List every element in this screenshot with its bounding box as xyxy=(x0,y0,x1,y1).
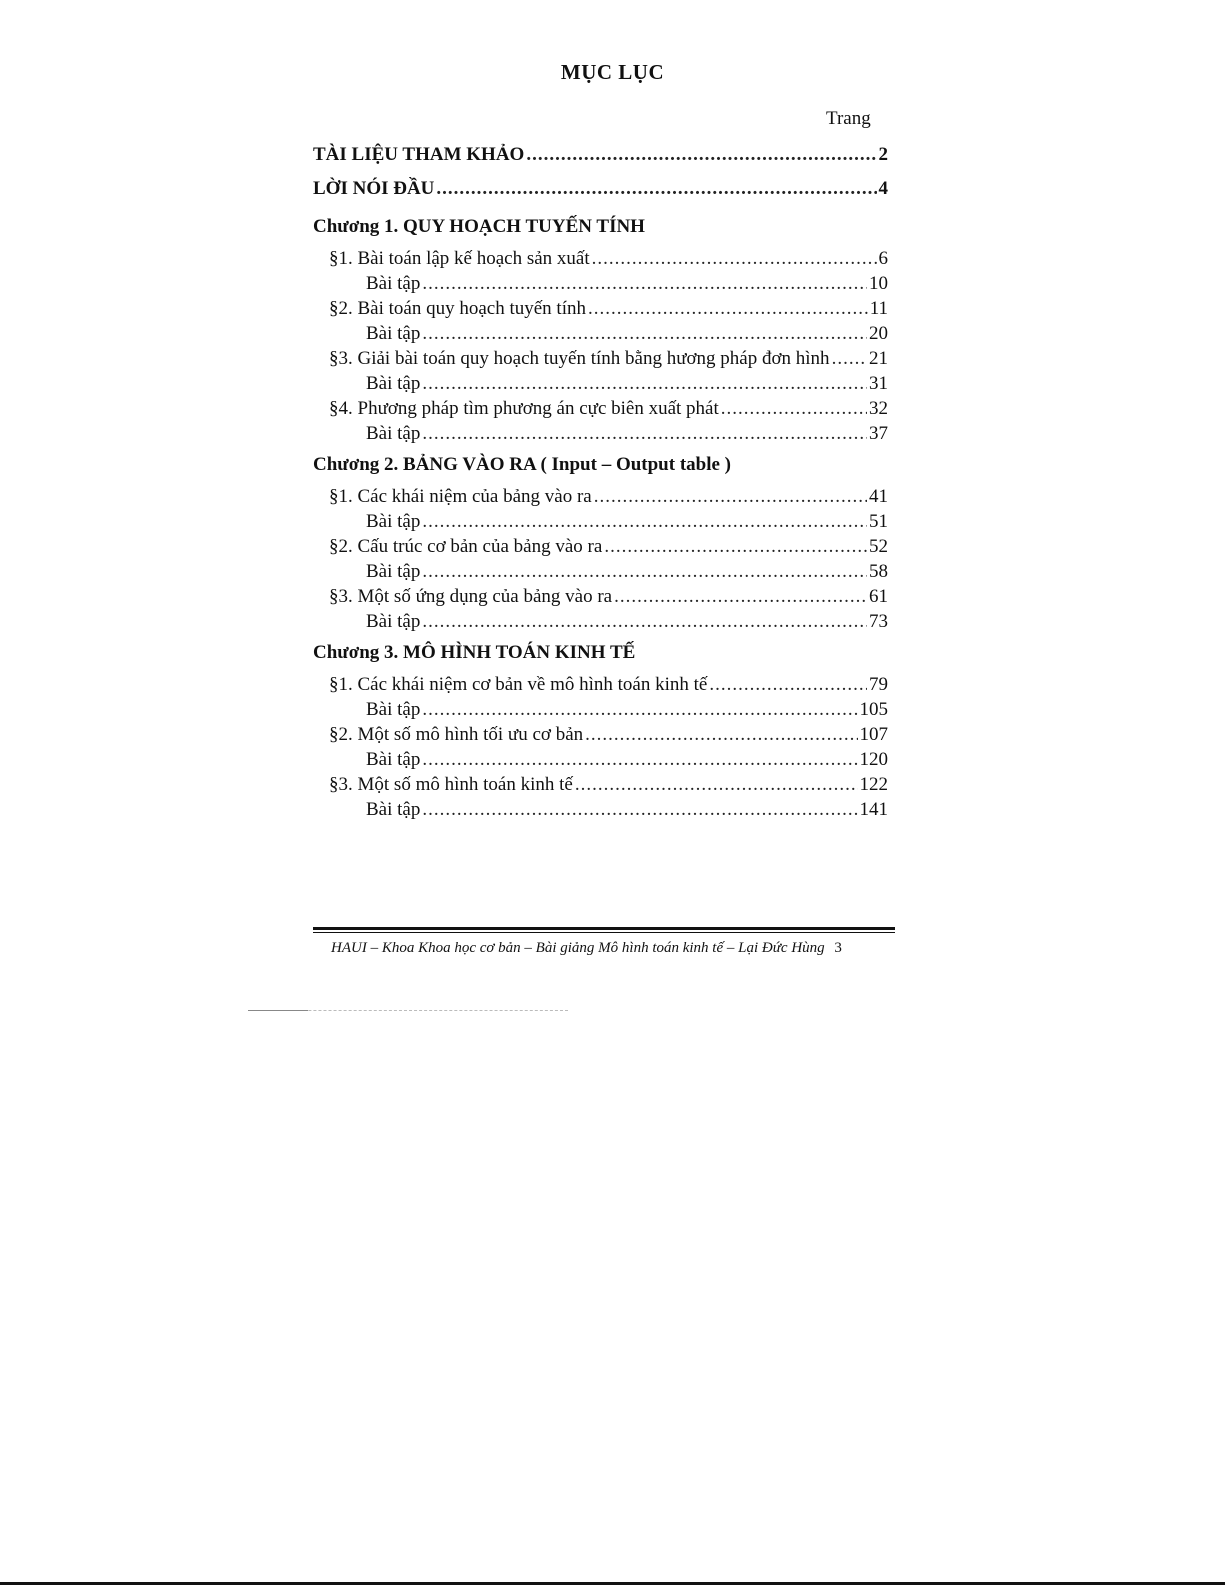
toc-entry[interactable] xyxy=(313,346,888,371)
dot-leader xyxy=(832,346,867,371)
toc-entry[interactable] xyxy=(313,772,888,797)
dot-leader xyxy=(575,772,858,797)
toc-entry-label: §1. Bài toán lập kế hoạch sản xuất xyxy=(329,248,590,269)
toc-entry-label: Bài tập xyxy=(366,561,421,582)
toc-entry-label: §2. Một số mô hình tối ưu cơ bản xyxy=(329,724,584,745)
toc-entry[interactable] xyxy=(313,296,888,321)
chapter-heading-3[interactable]: Chương 3. MÔ HÌNH TOÁN KINH TẾ xyxy=(313,642,636,663)
dot-leader xyxy=(422,509,867,534)
toc-entry-label: §1. Các khái niệm cơ bản về mô hình toán kinh tế xyxy=(329,674,708,695)
dot-leader xyxy=(422,697,857,722)
dot-leader xyxy=(592,246,877,271)
toc-entry-label: Bài tập xyxy=(366,423,421,444)
toc-entry[interactable] xyxy=(313,246,888,271)
toc-entry-label: §3. Một số mô hình toán kinh tế xyxy=(329,774,573,795)
toc-entry-page: 120 xyxy=(859,749,888,770)
toc-entry-page: 73 xyxy=(869,611,888,632)
dot-leader xyxy=(422,421,867,446)
footer-divider-thin xyxy=(313,932,895,933)
toc-entry[interactable] xyxy=(313,672,888,697)
toc-entry-page: 6 xyxy=(878,248,888,269)
dot-leader xyxy=(422,371,867,396)
page-column-label: Trang xyxy=(826,108,871,129)
toc-entry-preface[interactable] xyxy=(313,174,888,208)
toc-entry[interactable] xyxy=(313,584,888,609)
dot-leader xyxy=(422,321,867,346)
toc-entry[interactable] xyxy=(313,396,888,421)
toc-entry-label: Bài tập xyxy=(366,699,421,720)
toc-entry-label: §2. Cấu trúc cơ bản của bảng vào ra xyxy=(329,536,603,557)
table-of-contents xyxy=(313,140,888,822)
toc-entry[interactable] xyxy=(313,421,888,446)
toc-entry-page: 61 xyxy=(869,586,888,607)
toc-entry-page: 41 xyxy=(869,486,888,507)
toc-entry-page: 141 xyxy=(859,799,888,820)
dot-leader xyxy=(422,559,867,584)
toc-entry-page: 51 xyxy=(869,511,888,532)
toc-entry[interactable] xyxy=(313,321,888,346)
chapter-heading-1[interactable]: Chương 1. QUY HOẠCH TUYẾN TÍNH xyxy=(313,216,645,237)
toc-entry-page: 58 xyxy=(869,561,888,582)
dot-leader xyxy=(422,609,867,634)
toc-entry-page: 32 xyxy=(869,398,888,419)
toc-entry-page: 122 xyxy=(859,774,888,795)
toc-entry[interactable] xyxy=(313,484,888,509)
scan-artifact-line xyxy=(248,1010,308,1011)
toc-entry[interactable] xyxy=(313,559,888,584)
toc-entry-label: TÀI LIỆU THAM KHẢO xyxy=(313,144,525,165)
toc-entry-label: Bài tập xyxy=(366,323,421,344)
toc-entry[interactable] xyxy=(313,609,888,634)
toc-entry[interactable] xyxy=(313,697,888,722)
dot-leader xyxy=(721,396,867,421)
toc-entry-page: 11 xyxy=(869,298,888,319)
toc-entry-label: Bài tập xyxy=(366,373,421,394)
footer-text: HAUI – Khoa Khoa học cơ bản – Bài giảng Mô hình toán kinh tế – Lại Đức Hùng xyxy=(331,940,825,956)
toc-entry-page: 79 xyxy=(869,674,888,695)
toc-entry-page: 37 xyxy=(869,423,888,444)
toc-entry[interactable] xyxy=(313,371,888,396)
toc-entry-label: §4. Phương pháp tìm phương án cực biên xuất phát xyxy=(329,398,719,419)
dot-leader xyxy=(614,584,867,609)
toc-entry-page: 31 xyxy=(869,373,888,394)
toc-entry-label: §1. Các khái niệm của bảng vào ra xyxy=(329,486,592,507)
toc-entry-label: §3. Một số ứng dụng của bảng vào ra xyxy=(329,586,613,607)
toc-entry-page: 52 xyxy=(869,536,888,557)
dot-leader xyxy=(422,797,857,822)
toc-entry-page: 20 xyxy=(869,323,888,344)
page-footer xyxy=(331,940,842,957)
dot-leader xyxy=(585,722,857,747)
toc-entry-label: LỜI NÓI ĐẦU xyxy=(313,178,435,199)
toc-entry[interactable] xyxy=(313,722,888,747)
footer-divider xyxy=(313,927,895,930)
toc-entry-label: Bài tập xyxy=(366,799,421,820)
toc-entry[interactable] xyxy=(313,797,888,822)
toc-entry[interactable] xyxy=(313,747,888,772)
toc-entry[interactable] xyxy=(313,271,888,296)
toc-entry-label: Bài tập xyxy=(366,611,421,632)
chapter-heading-2[interactable]: Chương 2. BẢNG VÀO RA ( Input – Output table ) xyxy=(313,454,732,475)
toc-entry-page: 10 xyxy=(869,273,888,294)
footer-page-number: 3 xyxy=(834,940,842,956)
toc-entry-label: Bài tập xyxy=(366,273,421,294)
dot-leader xyxy=(709,672,867,697)
toc-entry-label: Bài tập xyxy=(366,511,421,532)
toc-entry-page: 21 xyxy=(869,348,888,369)
toc-entry-page: 107 xyxy=(859,724,888,745)
toc-entry-page: 105 xyxy=(859,699,888,720)
toc-entry-references[interactable] xyxy=(313,140,888,174)
toc-entry-label: §2. Bài toán quy hoạch tuyến tính xyxy=(329,298,586,319)
dot-leader xyxy=(594,484,867,509)
toc-entry-label: Bài tập xyxy=(366,749,421,770)
dot-leader xyxy=(526,140,876,170)
dot-leader xyxy=(422,271,867,296)
page-title: MỤC LỤC xyxy=(560,60,665,84)
dot-leader xyxy=(588,296,868,321)
toc-entry[interactable] xyxy=(313,534,888,559)
toc-entry[interactable] xyxy=(313,509,888,534)
dot-leader xyxy=(604,534,867,559)
toc-entry-label: §3. Giải bài toán quy hoạch tuyến tính bằng hương pháp đơn hình xyxy=(329,348,830,369)
dot-leader xyxy=(436,174,876,204)
dot-leader xyxy=(422,747,857,772)
toc-entry-page: 2 xyxy=(878,144,888,165)
toc-entry-page: 4 xyxy=(878,178,888,199)
